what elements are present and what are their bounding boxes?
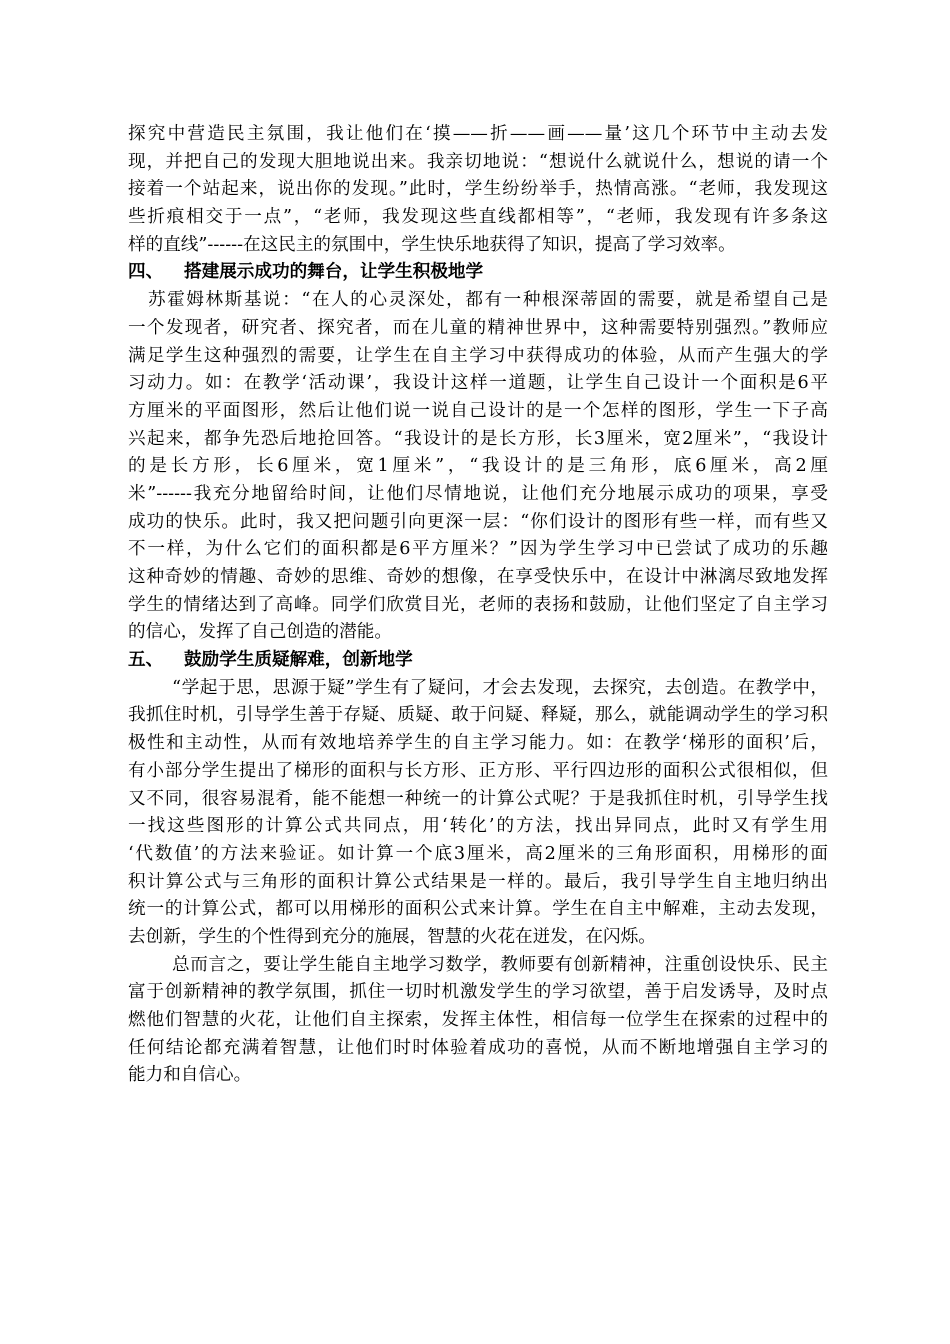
text-line: 兴起来，都争先恐后地抢回答。“我设计的是长方形，长3厘米，宽2厘米”，“我设计 (128, 428, 828, 449)
paragraph-intro (128, 121, 828, 259)
text-line: 学生的情绪达到了高峰。同学们欣赏目光，老师的表扬和鼓励，让他们坚定了自主学习 (128, 594, 828, 615)
text-line: 的是长方形，长6厘米，宽1厘米”，“我设计的是三角形，底6厘米，高2厘 (128, 456, 828, 477)
section-title: 鼓励学生质疑解难，创新地学 (184, 650, 413, 671)
paragraph-section-4 (128, 287, 828, 647)
section-heading-5 (128, 647, 828, 675)
text-line: 不一样，为什么它们的面积都是6平方厘米？”因为学生学习中已尝试了成功的乐趣 (128, 539, 828, 560)
paragraph-section-5 (128, 675, 828, 952)
section-number: 五、 (128, 650, 164, 671)
text-line: 探究中营造民主氛围，我让他们在‘摸——折——画——量’这几个环节中主动去发 (128, 124, 828, 144)
text-line: 任何结论都充满着智慧，让他们时时体验着成功的喜悦，从而不断地增强自主学习的 (128, 1037, 828, 1058)
text-line: 能力和自信心。 (128, 1065, 252, 1086)
text-line: 总而言之，要让学生能自主地学习数学，教师要有创新精神，注重创设快乐、民主 (172, 954, 828, 975)
text-line: 样的直线”------在这民主的氛围中，学生快乐地获得了知识，提高了学习效率。 (128, 234, 736, 255)
text-line: 这种奇妙的情趣、奇妙的思维、奇妙的想像，在享受快乐中，在设计中淋漓尽致地发挥 (128, 567, 828, 587)
text-line: 的信心，发挥了自己创造的潜能。 (128, 622, 392, 643)
text-line: 接着一个站起来，说出你的发现。”此时，学生纷纷举手，热情高涨。“老师，我发现这 (128, 179, 828, 200)
text-line: 我抓住时机，引导学生善于存疑、质疑、敢于问疑、释疑，那么，就能调动学生的学习积 (128, 705, 828, 726)
text-line: 米”------我充分地留给时间，让他们尽情地说，让他们充分地展示成功的项果，享受 (128, 483, 828, 504)
text-line: 有小部分学生提出了梯形的面积与长方形、正方形、平行四边形的面积公式很相似，但 (128, 760, 828, 781)
text-line: 些折痕相交于一点”，“老师，我发现这些直线都相等”，“老师，我发现有许多条这 (128, 207, 828, 228)
text-line: 苏霍姆林斯基说：“在人的心灵深处，都有一种根深蒂固的需要，就是希望自己是 (148, 290, 828, 311)
section-number: 四、 (128, 262, 164, 283)
text-line: 富于创新精神的教学氛围，抓住一切时机激发学生的学习欲望，善于启发诱导，及时点 (128, 982, 828, 1003)
text-line: 极性和主动性，从而有效地培养学生的自主学习能力。如：在教学‘梯形的面积’后， (128, 733, 828, 754)
section-title: 搭建展示成功的舞台，让学生积极地学 (184, 262, 484, 283)
text-line: 一找这些图形的计算公式共同点，用‘转化’的方法，找出异同点，此时又有学生用 (128, 816, 828, 837)
text-line: 现，并把自己的发现大胆地说出来。我亲切地说：“想说什么就说什么，想说的请一个 (128, 151, 828, 172)
text-line: ‘代数值’的方法来验证。如计算一个底3厘米，高2厘米的三角形面积，用梯形的面 (128, 843, 828, 864)
text-line: 满足学生这种强烈的需要，让学生在自主学习中获得成功的体验，从而产生强大的学 (128, 345, 828, 366)
section-heading-4 (128, 259, 828, 287)
text-line: 方厘米的平面图形，然后让他们说一说自己设计的是一个怎样的图形，学生一下子高 (128, 400, 828, 421)
text-line: “学起于思，思源于疑”学生有了疑问，才会去发现，去探究，去创造。在教学中， (172, 677, 828, 698)
text-line: 去创新，学生的个性得到充分的施展，智慧的火花在迸发，在闪烁。 (128, 926, 656, 947)
paragraph-conclusion (128, 952, 828, 1090)
text-line: 习动力。如：在教学‘活动课’，我设计这样一道题，让学生自己设计一个面积是6平 (128, 373, 828, 394)
text-line: 又不同，很容易混肴，能不能想一种统一的计算公式呢？于是我抓住时机，引导学生找 (128, 788, 828, 809)
text-line: 统一的计算公式，都可以用梯形的面积公式来计算。学生在自主中解难，主动去发现， (128, 899, 828, 920)
text-line: 一个发现者，研究者、探究者，而在儿童的精神世界中，这种需要特别强烈。”教师应 (128, 317, 828, 338)
document-page (128, 121, 828, 1090)
text-line: 积计算公式与三角形的面积计算公式结果是一样的。最后，我引导学生自主地归纳出 (128, 871, 828, 892)
text-line: 成功的快乐。此时，我又把问题引向更深一层：“你们设计的图形有些一样，而有些又 (128, 511, 828, 532)
text-line: 燃他们智慧的火花，让他们自主探索，发挥主体性，相信每一位学生在探索的过程中的 (128, 1010, 828, 1030)
